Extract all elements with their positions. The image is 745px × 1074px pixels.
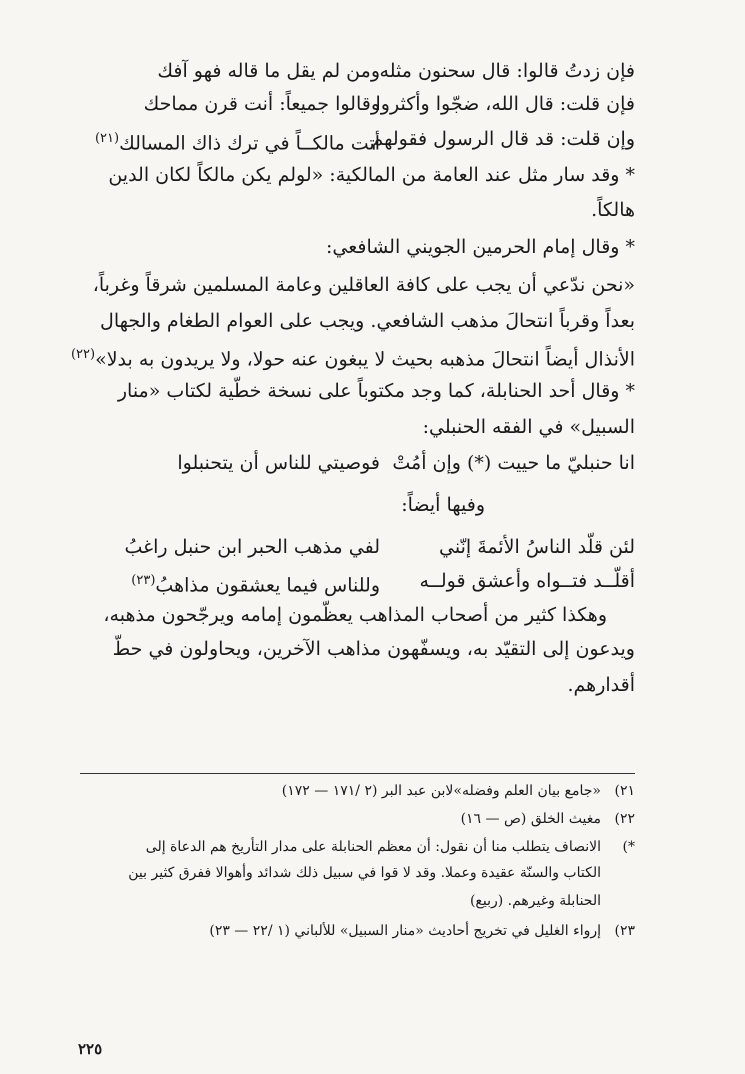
footnote-text: الانصاف يتطلب منا أن نقول: أن معظم الحنابلة على مدار التأريخ هم الدعاة إلى <box>145 839 601 855</box>
quote-line <box>70 340 635 374</box>
footnote-number: ٢١) <box>614 783 635 799</box>
paragraph-line: ويدعون إلى التقيّد به، ويسفّهون مذاهب الآخرين، ويحاولون في حطّ <box>112 638 635 660</box>
page-number: ٢٢٥ <box>78 1040 103 1058</box>
footnote-text: «جامع بيان العلم وفضله»لابن عبد البر (٢ /١٧١ — ١٧٢) <box>281 783 601 799</box>
verse-left <box>131 566 380 600</box>
footnote-continuation: الكتاب والسنّة عقيدة وعملا. وقد لا قوا في سبيل ذلك شدائد وأهوالا ففرق كثير بين <box>128 865 601 881</box>
footnote-continuation: الحنابلة وغيرهم. (ربيع) <box>469 893 601 909</box>
paragraph-line: * وقال أحد الحنابلة، كما وجد مكتوباً على نسخة خطّية لكتاب «منار <box>117 380 635 402</box>
paragraph-line: وهكذا كثير من أصحاب المذاهب يعظّمون إمامه ويرجّحون مذهبه، <box>103 604 607 626</box>
paragraph-line: السبيل» في الفقه الحنبلي: <box>422 416 635 438</box>
footnote <box>80 806 635 832</box>
footnote-text: إرواء الغليل في تخريج أحاديث «منار السبيل» للألباني (١ /٢٢ — ٢٣) <box>209 923 601 939</box>
paragraph-line: وفيها أيضاً: <box>401 494 485 516</box>
verse-text: أتت مالكــاً في ترك ذاك المسالك <box>119 132 380 155</box>
footnote-number: ٢٣) <box>614 923 635 939</box>
verse-text: وللناس فيما يعشقون مذاهبُ <box>155 574 380 597</box>
verse-right: أقلّــد فتــواه وأعشق قولــه <box>419 570 635 592</box>
paragraph-line: هالكاً. <box>591 199 635 221</box>
footnote-ref: (٢٢) <box>70 347 96 362</box>
quote-text: الأنذال أيضاً انتحالَ مذهبه بحيث لا يبغون عنه حولا، ولا يريدون به بدلا» <box>95 348 635 371</box>
footnote-ref: (٢١) <box>94 131 120 146</box>
verse-right: وإن قلت: قد قال الرسول فقولهم <box>371 128 635 150</box>
verse-left: ومن لم يقل ما قاله فهو آفك <box>157 60 380 82</box>
footnote-text: مغيث الخلق (ص — ١٦) <box>460 811 601 827</box>
footnote-number: *) <box>622 839 635 855</box>
quote-line: «نحن ندّعي أن يجب على كافة العاقلين وعامة المسلمين شرقاً وغرباً، <box>92 274 635 296</box>
verse-left: لفي مذهب الحبر ابن حنبل راغبُ <box>124 536 380 558</box>
paragraph-line: * وقد سار مثل عند العامة من المالكية: «لولم يكن مالكاً لكان الدين <box>108 164 635 186</box>
verse-left: فوصيتي للناس أن يتحنبلوا <box>177 452 380 474</box>
quote-line: بعداً وقرباً انتحالَ مذهب الشافعي. ويجب على العوام الطغام والجهال <box>100 310 635 332</box>
verse-left <box>95 124 380 158</box>
paragraph-line: أقدارهم. <box>567 674 635 696</box>
verse-right: لئن قلّد الناسُ الأئمةَ إنّني <box>439 536 635 558</box>
verse-right: انا حنبليّ ما حييت (*) وإن أمُتْ <box>392 452 635 474</box>
footnote <box>80 834 635 860</box>
verse-right: فإن زدتُ قالوا: قال سحنون مثله <box>379 60 635 82</box>
footnote <box>80 918 635 944</box>
verse-left: وقالوا جميعاً: أنت قرن مماحك <box>143 93 380 115</box>
footnote <box>80 778 635 804</box>
footnote-ref: (٢٣) <box>131 573 156 588</box>
footnote-number: ٢٢) <box>614 811 635 827</box>
paragraph-line: * وقال إمام الحرمين الجويني الشافعي: <box>325 236 635 258</box>
footnote-divider <box>80 773 635 774</box>
verse-right: فإن قلت: قال الله، ضجّوا وأكثروا <box>375 93 635 115</box>
